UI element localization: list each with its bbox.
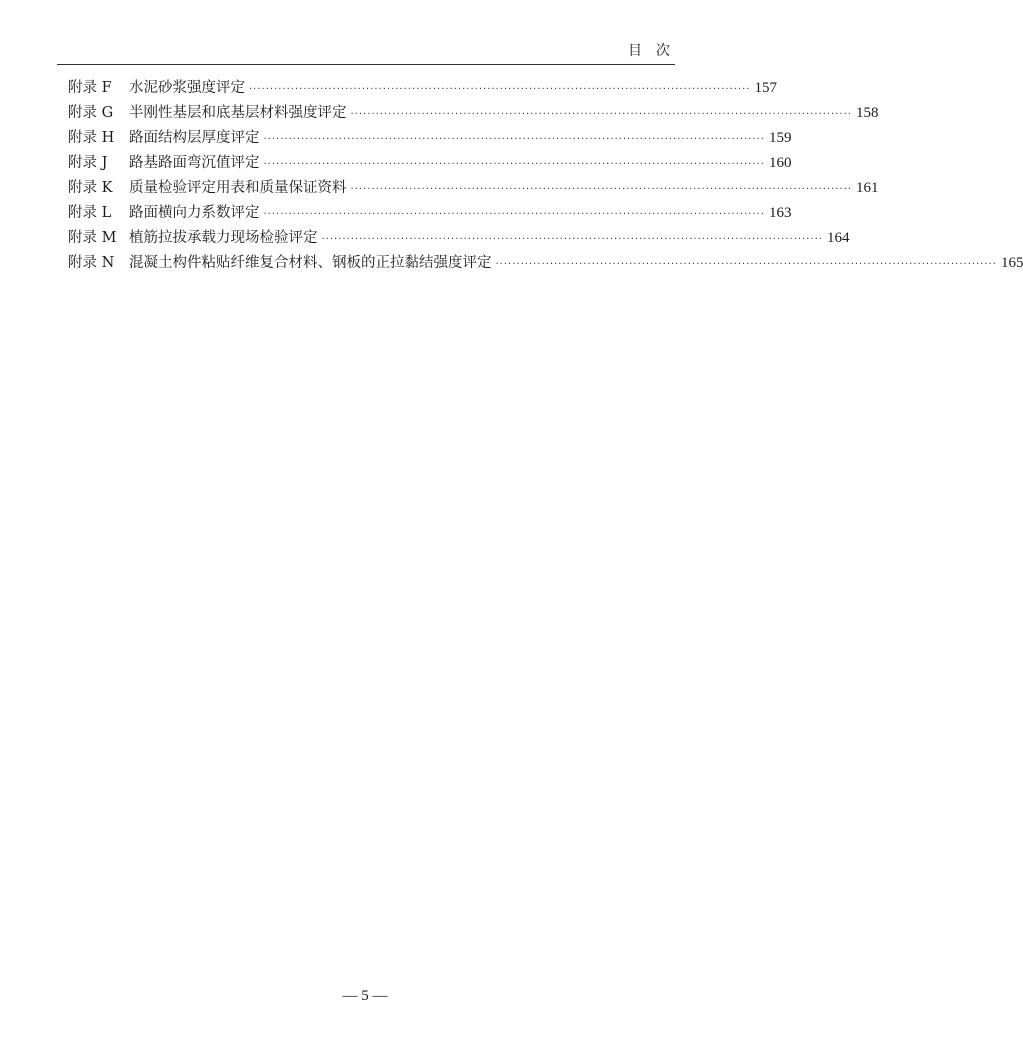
toc-entry-page: 163: [768, 205, 792, 221]
dot-leader: ························································································································: [495, 259, 997, 270]
toc-entry-page: 159: [768, 130, 792, 146]
dot-leader: ························································································································: [263, 209, 765, 220]
toc-entry-title: 路面横向力系数评定: [129, 205, 260, 221]
toc-entry-page: 164: [826, 230, 850, 246]
toc-entry[interactable]: [68, 201, 792, 226]
toc-entry-title: 植筋拉拔承载力现场检验评定: [129, 230, 318, 246]
toc-entry[interactable]: [68, 251, 1023, 276]
toc-entry-label: 附录 M: [68, 230, 117, 246]
toc-entry-label: 附录 G: [68, 105, 114, 121]
toc-entry-label: 附录 F: [68, 80, 112, 96]
table-of-contents: [68, 76, 1023, 276]
dot-leader: ························································································································: [321, 234, 823, 245]
toc-entry-page: 157: [754, 80, 777, 96]
running-header: 目次: [628, 43, 684, 59]
toc-entry-page: 161: [855, 180, 879, 196]
dot-leader: ························································································································: [249, 84, 751, 95]
dot-leader: ························································································································: [350, 184, 852, 195]
toc-entry[interactable]: [68, 101, 879, 126]
dot-leader: ························································································································: [263, 134, 765, 145]
header-rule: [57, 64, 675, 65]
toc-entry-label: 附录 L: [68, 205, 112, 221]
toc-entry-label: 附录 K: [68, 180, 113, 196]
toc-entry-title: 水泥砂浆强度评定: [129, 80, 245, 96]
toc-entry[interactable]: [68, 151, 792, 176]
dot-leader: ························································································································: [263, 159, 765, 170]
toc-entry[interactable]: [68, 176, 879, 201]
page-number: — 5 —: [342, 988, 388, 1004]
toc-entry-title: 路基路面弯沉值评定: [129, 155, 260, 171]
toc-entry[interactable]: [68, 226, 850, 251]
toc-entry-page: 165: [1000, 255, 1023, 271]
toc-entry-label: 附录 H: [68, 130, 115, 146]
toc-entry[interactable]: [68, 76, 777, 101]
toc-entry-title: 半刚性基层和底基层材料强度评定: [129, 105, 347, 121]
toc-entry-title: 路面结构层厚度评定: [129, 130, 260, 146]
dot-leader: ························································································································: [350, 109, 852, 120]
toc-entry-title: 质量检验评定用表和质量保证资料: [129, 180, 347, 196]
toc-entry-page: 160: [768, 155, 792, 171]
toc-entry[interactable]: [68, 126, 792, 151]
toc-entry-page: 158: [855, 105, 879, 121]
toc-entry-label: 附录 N: [68, 255, 115, 271]
toc-entry-title: 混凝土构件粘贴纤维复合材料、钢板的正拉黏结强度评定: [129, 255, 492, 271]
toc-entry-label: 附录 J: [68, 155, 108, 171]
